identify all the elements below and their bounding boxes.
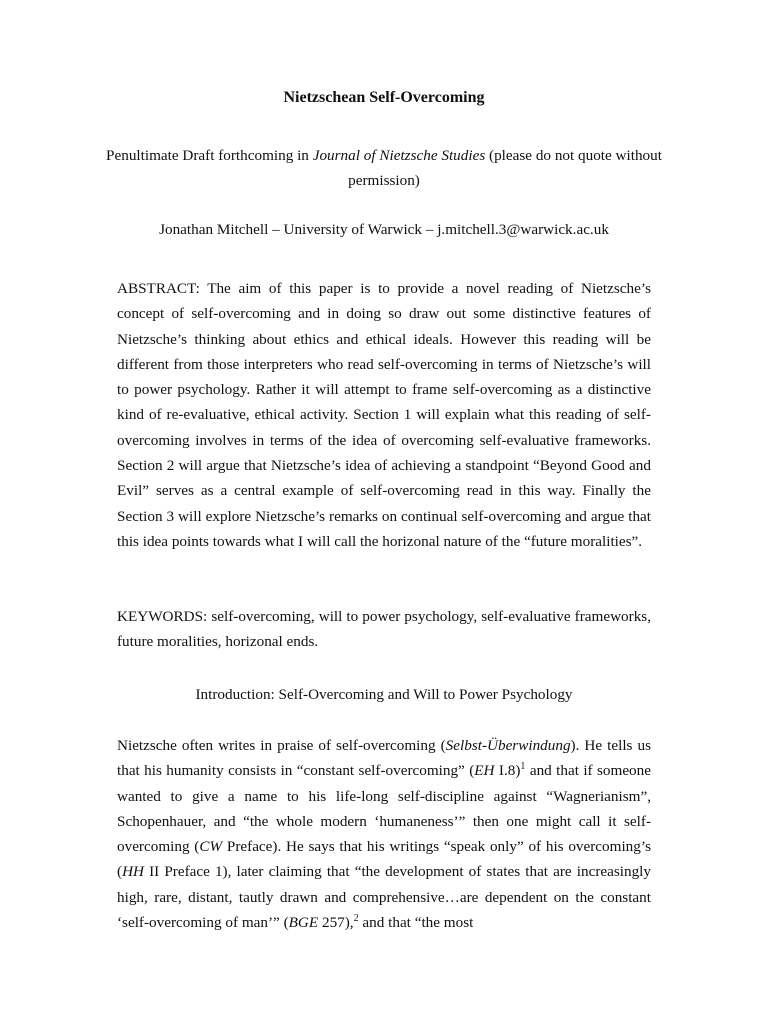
intro-paragraph [117, 733, 651, 935]
intro-text: and that if someone wanted to give a name to his life-long self-discipline against “Wagnerianism”, Schopenhauer, and “the whole modern ‘humaneness’” then one might call it self-overcoming ( [117, 762, 651, 856]
keywords-paragraph: KEYWORDS: self-overcoming, will to power psychology, self-evaluative frameworks, future moralities, horizonal ends. [117, 608, 651, 651]
publication-note-suffix: (please do not quote without permission) [348, 147, 662, 189]
intro-text: Preface). He says that his writings “speak only” of his overcoming’s ( [117, 838, 651, 881]
intro-text: II Preface 1), later claiming that “the development of states that are increasingly high, rare, distant, tautly drawn and comprehensive…are dependent on the constant ‘self-overcoming of man’” ( [117, 863, 651, 932]
intro-italic-term: Selbst-Überwindung [445, 737, 571, 754]
intro-text: I.8) [494, 762, 521, 780]
intro-abbrev: CW [199, 838, 223, 856]
journal-name: Journal of Nietzsche Studies [312, 147, 486, 164]
intro-text: Nietzsche often writes in praise of self-overcoming ( [117, 737, 446, 754]
intro-text: and that “the most [358, 914, 474, 932]
paper-title: Nietzschean Self-Overcoming [283, 89, 485, 106]
footnote-marker[interactable]: 1 [520, 761, 526, 773]
publication-note [100, 143, 668, 193]
intro-abbrev: HH [122, 863, 144, 881]
intro-abbrev: BGE [288, 914, 319, 932]
intro-text: 257), [318, 914, 354, 932]
intro-abbrev: EH [474, 762, 495, 780]
section-heading: Introduction: Self-Overcoming and Will to Power Psychology [195, 686, 573, 703]
intro-text: ). He tells us that his humanity consists in “constant self-overcoming” ( [117, 737, 651, 780]
publication-note-prefix: Penultimate Draft forthcoming in [106, 147, 313, 164]
abstract-paragraph: ABSTRACT: The aim of this paper is to provide a novel reading of Nietzsche’s concept of self-overcoming and in doing so draw out some distinctive features of Nietzsche’s thinking about ethics and ethical ideals. However this reading will be different from those interpreters who read self-overcoming in terms of Nietzsche’s will to power psychology. Rather it will attempt to frame self-overcoming as a distinctive kind of re-evaluative, ethical activity. Section 1 will explain what this reading of self-overcoming involves in terms of the idea of overcoming self-evaluative frameworks. Section 2 will argue that Nietzsche’s idea of achieving a standpoint “Beyond Good and Evil” serves as a central example of self-overcoming read in this way. Finally the Section 3 will explore Nietzsche’s remarks on continual self-overcoming and argue that this idea points towards what I will call the horizonal nature of the “future moralities”. [117, 280, 651, 550]
footnote-marker[interactable]: 2 [353, 913, 359, 925]
author-line: Jonathan Mitchell – University of Warwick – j.mitchell.3@warwick.ac.uk [159, 221, 609, 238]
